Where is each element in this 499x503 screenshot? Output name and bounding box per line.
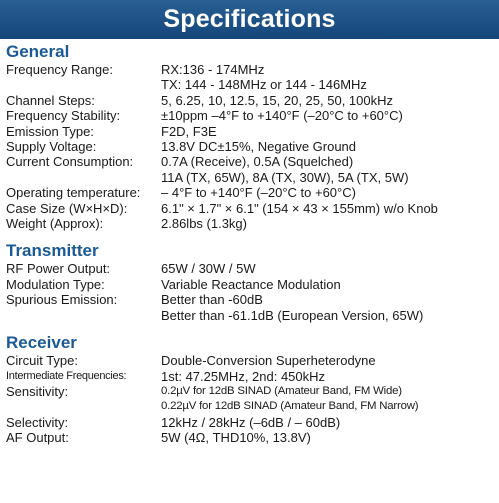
spec-row-rf-power-output [6,261,494,276]
spec-value: Double-Conversion Superheterodyne [161,353,376,369]
spec-label: Selectivity: [6,414,69,430]
title-banner [0,0,499,39]
section-general [6,43,494,231]
spec-label: Supply Voltage: [6,139,97,155]
section-heading-general: General [6,42,70,61]
spec-label: Weight (Approx): [6,216,104,232]
spec-label: Current Consumption: [6,154,134,170]
spec-row-operating-temperature [6,185,494,200]
spec-row-supply-voltage [6,139,494,154]
spec-value: 5W (4Ω, THD10%, 13.8V) [161,430,311,446]
spec-label: Intermediate Frequencies: [6,369,127,382]
spec-value: 65W / 30W / 5W [161,261,256,277]
spec-row-modulation-type [6,277,494,292]
spec-label: Case Size (W×H×D): [6,200,128,216]
spec-label: Frequency Range: [6,62,113,77]
spec-row-channel-steps [6,93,494,108]
spec-value: RX:136 - 174MHz [161,62,265,77]
spec-value: 1st: 47.25MHz, 2nd: 450kHz [161,368,326,384]
spec-row-spurious-emission [6,292,494,323]
spec-label: Channel Steps: [6,92,95,108]
spec-label: Spurious Emission: [6,292,118,308]
spec-row-case-size [6,201,494,216]
spec-row-af-output [6,430,494,445]
spec-row-weight [6,216,494,231]
spec-label: Sensitivity: [6,383,69,399]
spec-label: RF Power Output: [6,261,111,277]
spec-value: 12kHz / 28kHz (–6dB / – 60dB) [161,414,341,430]
spec-row-circuit-type [6,353,494,368]
spec-label: Circuit Type: [6,353,79,369]
spec-label: Operating temperature: [6,185,141,201]
spec-value: 0.7A (Receive), 0.5A (Squelched) [161,154,354,170]
spec-label: AF Output: [6,430,69,446]
section-receiver [6,334,494,445]
spec-label: Frequency Stability: [6,108,121,124]
spec-row-emission-type [6,124,494,139]
spec-value: 13.8V DC±15%, Negative Ground [161,139,357,155]
spec-row-frequency-range [6,62,494,93]
spec-value: Variable Reactance Modulation [161,276,341,292]
spec-value: 6.1" × 1.7" × 6.1" (154 × 43 × 155mm) w/o Knob [161,200,438,216]
spec-row-selectivity [6,415,494,430]
spec-content [0,39,499,446]
spec-value: F2D, F3E [161,123,217,139]
spec-label: Emission Type: [6,123,94,139]
page-title: Specifications [163,5,336,33]
spec-row-frequency-stability [6,108,494,123]
spec-label: Modulation Type: [6,276,105,292]
spec-value: – 4°F to +140°F (–20°C to +60°C) [161,185,356,201]
section-heading-transmitter: Transmitter [6,241,99,261]
section-heading-receiver: Receiver [6,333,77,353]
spec-value: 0.22µV for 12dB SINAD (Amateur Band, FM Narrow) [161,400,419,413]
spec-value: 0.2µV for 12dB SINAD (Amateur Band, FM Wide) [161,384,402,397]
spec-value: 5, 6.25, 10, 12.5, 15, 20, 25, 50, 100kHz [161,92,394,108]
spec-value: 11A (TX, 65W), 8A (TX, 30W), 5A (TX, 5W) [161,169,409,185]
spec-row-sensitivity [6,384,494,415]
spec-value: TX: 144 - 148MHz or 144 - 146MHz [161,77,367,93]
spec-row-current-consumption [6,154,494,185]
section-transmitter [6,242,494,323]
spec-value: Better than -61.1dB (European Version, 65W) [161,307,424,323]
spec-value: 2.86lbs (1.3kg) [161,216,247,232]
spec-value: Better than -60dB [161,292,263,308]
spec-row-intermediate-frequencies [6,369,494,384]
spec-value: ±10ppm –4°F to +140°F (–20°C to +60°C) [161,108,403,124]
